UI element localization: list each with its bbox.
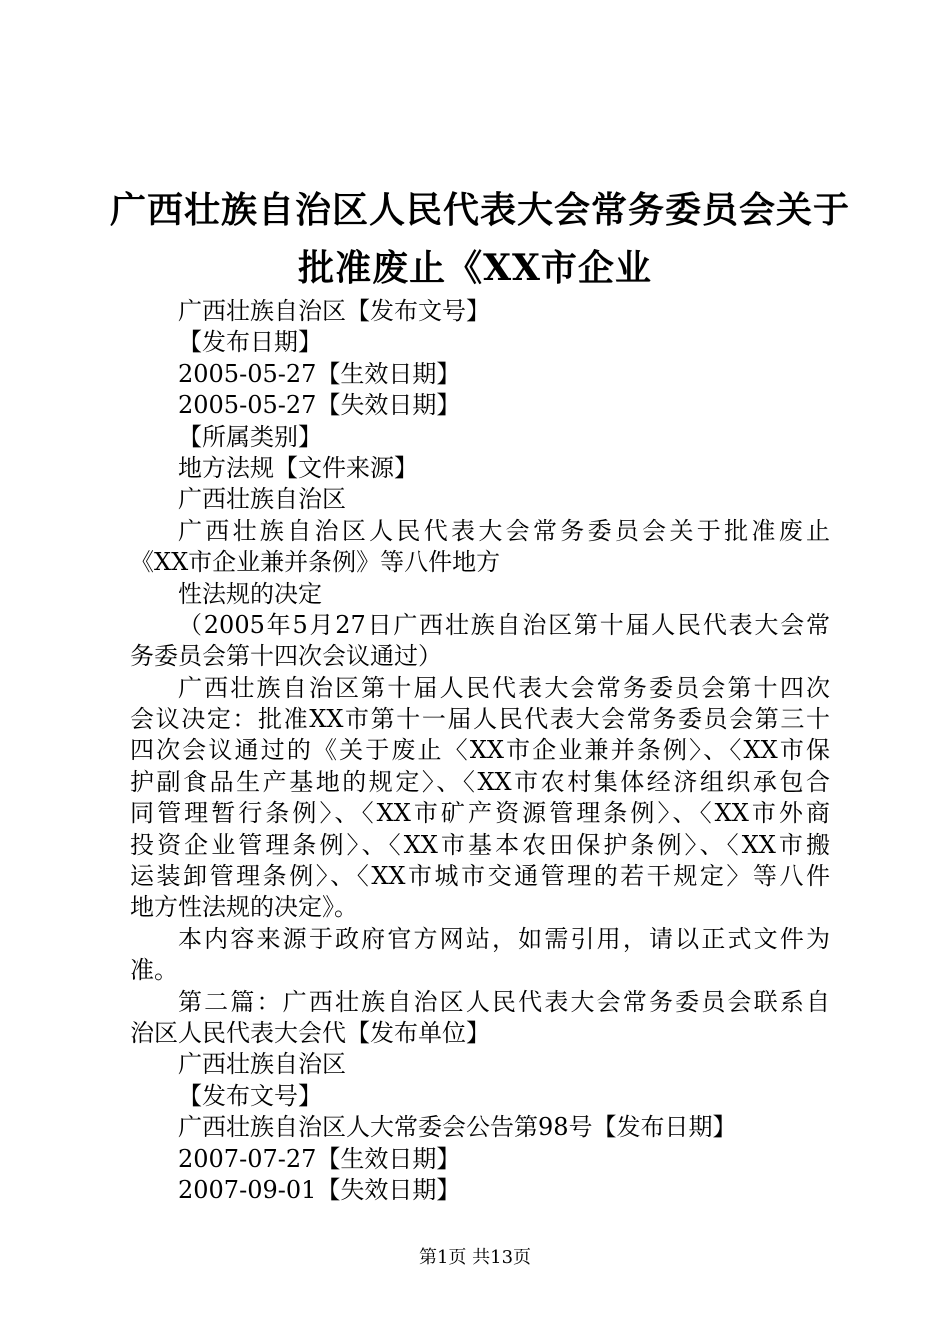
body-line: 务委员会第十四次会议通过）: [130, 642, 442, 671]
body-line: 《XX市企业兼并条例》等八件地方: [130, 548, 501, 577]
body-line: 投资企业管理条例〉、〈XX市基本农田保护条例〉、〈XX市搬: [130, 830, 830, 859]
document-title-line-2: 批准废止《XX市企业: [298, 247, 652, 289]
body-line: 广西壮族自治区: [178, 485, 346, 514]
body-line: 广西壮族自治区人民代表大会常务委员会关于批准废止: [178, 516, 830, 545]
body-line: 运装卸管理条例〉、〈XX市城市交通管理的若干规定〉等八件: [130, 862, 830, 891]
body-line: 2005-05-27【生效日期】: [178, 359, 461, 388]
document-body: [130, 296, 830, 1206]
body-line: 同管理暂行条例〉、〈XX市矿产资源管理条例〉、〈XX市外商: [130, 799, 830, 828]
body-line: 广西壮族自治区第十届人民代表大会常务委员会第十四次: [178, 673, 830, 702]
body-line: （2005年5月27日广西壮族自治区第十届人民代表大会常: [178, 610, 830, 639]
document-title-line-1: 广西壮族自治区人民代表大会常务委员会关于: [110, 189, 851, 231]
body-line: 第二篇：广西壮族自治区人民代表大会常务委员会联系自: [178, 987, 830, 1016]
body-line: 性法规的决定: [178, 579, 322, 608]
body-line: 准。: [130, 956, 178, 985]
body-line: 【所属类别】: [178, 422, 322, 451]
body-line: 治区人民代表大会代【发布单位】: [130, 1018, 490, 1047]
body-line: 2005-05-27【失效日期】: [178, 391, 461, 420]
body-line: 会议决定：批准XX市第十一届人民代表大会常务委员会第三十: [130, 705, 830, 734]
body-line: 2007-09-01【失效日期】: [178, 1175, 461, 1204]
page-footer: 第1页 共13页: [418, 1247, 532, 1268]
body-line: 广西壮族自治区人大常委会公告第98号【发布日期】: [178, 1113, 737, 1142]
body-line: 【发布文号】: [178, 1081, 322, 1110]
body-line: 广西壮族自治区: [178, 1050, 346, 1079]
body-line: 护副食品生产基地的规定〉、〈XX市农村集体经济组织承包合: [130, 767, 830, 796]
body-line: 地方性法规的决定》。: [130, 893, 358, 922]
body-line: 地方法规【文件来源】: [178, 453, 418, 482]
body-line: 2007-07-27【生效日期】: [178, 1144, 461, 1173]
body-line: 本内容来源于政府官方网站，如需引用，请以正式文件为: [178, 924, 830, 953]
body-line: 四次会议通过的《关于废止〈XX市企业兼并条例〉、〈XX市保: [130, 736, 830, 765]
body-line: 广西壮族自治区【发布文号】: [178, 297, 490, 325]
body-line: 【发布日期】: [178, 328, 322, 357]
